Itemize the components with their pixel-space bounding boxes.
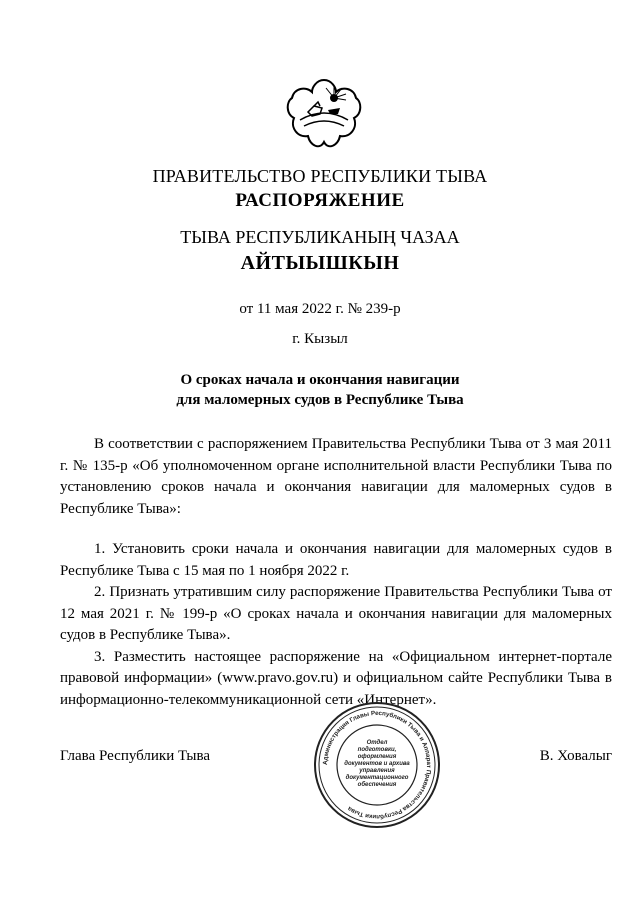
government-title-tyv: ТЫВА РЕСПУБЛИКАНЫҢ ЧАЗАА xyxy=(180,227,460,247)
svg-text:Отдел: Отдел xyxy=(366,740,388,746)
svg-text:документационного: документационного xyxy=(345,775,409,781)
order-heading-tyv: АЙТЫЫШКЫН xyxy=(240,252,400,274)
signatory-name: В. Ховалыг xyxy=(539,748,612,764)
signatory-position: Глава Республики Тыва xyxy=(60,748,211,764)
svg-text:подготовки,: подготовки, xyxy=(357,747,397,753)
government-title-ru: ПРАВИТЕЛЬСТВО РЕСПУБЛИКИ ТЫВА xyxy=(152,166,488,186)
intro-paragraph-block xyxy=(60,434,612,520)
document-city: г. Кызыл xyxy=(292,331,348,347)
svg-text:обеспечения: обеспечения xyxy=(357,782,397,788)
official-stamp xyxy=(312,700,442,830)
document-title xyxy=(0,370,640,410)
svg-text:оформления: оформления xyxy=(357,754,397,760)
document-title-line: О сроках начала и окончания навигации xyxy=(180,372,460,388)
document-title-line: для маломерных судов в Республике Тыва xyxy=(176,392,464,408)
svg-text:управления: управления xyxy=(359,768,395,774)
order-items xyxy=(60,539,612,711)
order-item: 1. Установить сроки начала и окончания навигации для маломерных судов в Республике Тыва с 15 мая по 1 ноября 2022 г. xyxy=(60,541,612,579)
coat-of-arms-emblem xyxy=(284,76,364,152)
order-heading-ru: РАСПОРЯЖЕНИЕ xyxy=(235,190,405,211)
intro-paragraph: В соответствии с распоряжением Правительства Республики Тыва от 3 мая 2011 г. № 135-р «Об уполномоченном органе исполнительной власти Республики Тыва по установлению сроков начала и окончания навигации для маломерных судов в Республике Тыва»: xyxy=(60,436,612,517)
order-item: 3. Разместить настоящее распоряжение на «Официальном интернет-портале правовой информации» (www.pravo.gov.ru) и официальном сайте Республики Тыва в информационно-телекоммуникационной сети «Интернет». xyxy=(60,648,612,708)
order-item: 2. Признать утратившим силу распоряжение Правительства Республики Тыва от 12 мая 2021 г. № 199-р «О сроках начала и окончания навигации для маломерных судов в Республике Тыва». xyxy=(60,584,612,643)
svg-text:документов и архива: документов и архива xyxy=(344,761,410,767)
document-date-number: от 11 мая 2022 г. № 239-р xyxy=(239,301,401,317)
stamp-ring-text: Администрация Главы Республики Тыва и Аппарат Правительства Республики Тыва xyxy=(321,709,433,821)
